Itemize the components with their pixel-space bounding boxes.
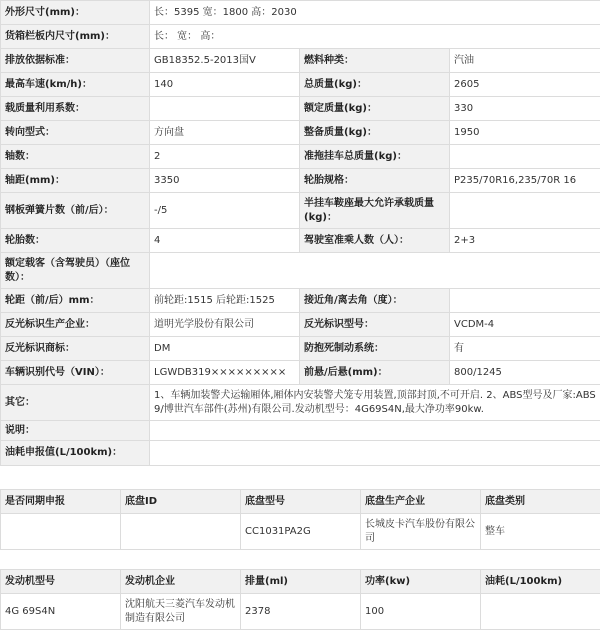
spec-value bbox=[450, 289, 600, 313]
spec-label: 前悬/后悬(mm)： bbox=[300, 361, 450, 385]
spec-row bbox=[1, 97, 600, 121]
spec-value: GB18352.5-2013国Ⅴ bbox=[150, 49, 300, 73]
spec-value: 2605 bbox=[450, 73, 600, 97]
table-cell: CC1031PA2G bbox=[241, 514, 361, 550]
spec-label: 额定质量(kg)： bbox=[300, 97, 450, 121]
spec-label: 载质量利用系数： bbox=[1, 97, 150, 121]
spec-label: 燃料种类： bbox=[300, 49, 450, 73]
table-cell bbox=[121, 514, 241, 550]
spec-label: 反光标识型号： bbox=[300, 313, 450, 337]
spec-label: 轴距(mm)： bbox=[1, 169, 150, 193]
chassis-table bbox=[0, 489, 600, 550]
column-header: 油耗(L/100km) bbox=[481, 570, 600, 594]
column-header: 发动机企业 bbox=[121, 570, 241, 594]
column-header: 功率(kw) bbox=[361, 570, 481, 594]
spec-label: 排放依据标准： bbox=[1, 49, 150, 73]
spec-label: 车辆识别代号（VIN）： bbox=[1, 361, 150, 385]
spec-label: 转向型式： bbox=[1, 121, 150, 145]
spec-row-passenger bbox=[1, 253, 600, 289]
spec-value: 800/1245 bbox=[450, 361, 600, 385]
spec-row bbox=[1, 145, 600, 169]
spec-label: 防抱死制动系统： bbox=[300, 337, 450, 361]
spec-value: 长：5395 宽：1800 高：2030 bbox=[150, 1, 600, 25]
spec-row bbox=[1, 337, 600, 361]
spec-label: 钢板弹簧片数（前/后）： bbox=[1, 193, 150, 229]
spec-value bbox=[150, 441, 600, 466]
spec-row-fuel-report bbox=[1, 441, 600, 466]
spec-value: VCDM-4 bbox=[450, 313, 600, 337]
spec-row bbox=[1, 313, 600, 337]
spec-label: 准拖挂车总质量(kg)： bbox=[300, 145, 450, 169]
spec-value bbox=[450, 193, 600, 229]
spec-value bbox=[450, 145, 600, 169]
spec-value: 4 bbox=[150, 229, 300, 253]
spec-label: 总质量(kg)： bbox=[300, 73, 450, 97]
spec-value: 2 bbox=[150, 145, 300, 169]
spec-label: 额定载客（含驾驶员）（座位数）： bbox=[1, 253, 150, 289]
spec-value bbox=[150, 253, 600, 289]
table-cell: 4G 69S4N bbox=[1, 594, 121, 630]
spec-value: 3350 bbox=[150, 169, 300, 193]
spec-label: 接近角/离去角（度）： bbox=[300, 289, 450, 313]
spec-row bbox=[1, 361, 600, 385]
spec-row bbox=[1, 169, 600, 193]
spec-label: 整备质量(kg)： bbox=[300, 121, 450, 145]
column-header: 底盘生产企业 bbox=[361, 490, 481, 514]
spec-value: 330 bbox=[450, 97, 600, 121]
spec-label: 最高车速(km/h)： bbox=[1, 73, 150, 97]
spec-value: 前轮距:1515 后轮距:1525 bbox=[150, 289, 300, 313]
spec-value: 方向盘 bbox=[150, 121, 300, 145]
spec-label: 驾驶室准乘人数（人）： bbox=[300, 229, 450, 253]
spec-label: 油耗申报值(L/100km)： bbox=[1, 441, 150, 466]
spec-value: 1950 bbox=[450, 121, 600, 145]
table-cell bbox=[481, 594, 600, 630]
spec-value: 1、车辆加装警犬运输厢体,厢体内安装警犬笼专用装置,顶部封顶,不可开启. 2、ABS型号及厂家:ABS9/博世汽车部件(苏州)有限公司.发动机型号：4G69S4N,最大净功率90kw. bbox=[150, 385, 600, 421]
spec-value bbox=[150, 97, 300, 121]
engine-table bbox=[0, 569, 600, 630]
spec-label: 轮胎数： bbox=[1, 229, 150, 253]
spec-value: 道明光学股份有限公司 bbox=[150, 313, 300, 337]
spec-row-notes bbox=[1, 421, 600, 441]
spec-row bbox=[1, 289, 600, 313]
spec-label: 说明： bbox=[1, 421, 150, 441]
spec-label: 半挂车鞍座最大允许承载质量(kg)： bbox=[300, 193, 450, 229]
spec-value: DM bbox=[150, 337, 300, 361]
spec-label: 反光标识商标： bbox=[1, 337, 150, 361]
table-cell: 2378 bbox=[241, 594, 361, 630]
spec-value: 长： 宽： 高： bbox=[150, 25, 600, 49]
column-header: 排量(ml) bbox=[241, 570, 361, 594]
spec-value: P235/70R16,235/70R 16 bbox=[450, 169, 600, 193]
spec-row-cargo-box bbox=[1, 25, 600, 49]
spec-label: 货箱栏板内尺寸(mm)： bbox=[1, 25, 150, 49]
spec-row-other bbox=[1, 385, 600, 421]
table-row bbox=[1, 514, 600, 550]
spec-label: 轮胎规格： bbox=[300, 169, 450, 193]
spec-row bbox=[1, 193, 600, 229]
table-header-row bbox=[1, 570, 600, 594]
spec-label: 轴数： bbox=[1, 145, 150, 169]
column-header: 底盘ID bbox=[121, 490, 241, 514]
column-header: 底盘型号 bbox=[241, 490, 361, 514]
spec-value bbox=[150, 421, 600, 441]
spec-value: -/5 bbox=[150, 193, 300, 229]
column-header: 是否同期申报 bbox=[1, 490, 121, 514]
table-cell: 沈阳航天三菱汽车发动机制造有限公司 bbox=[121, 594, 241, 630]
table-row bbox=[1, 594, 600, 630]
spec-row bbox=[1, 49, 600, 73]
spec-label: 轮距（前/后）mm： bbox=[1, 289, 150, 313]
spec-row bbox=[1, 73, 600, 97]
spec-row bbox=[1, 229, 600, 253]
spec-label: 外形尺寸(mm)： bbox=[1, 1, 150, 25]
spec-value: 汽油 bbox=[450, 49, 600, 73]
column-header: 底盘类别 bbox=[481, 490, 600, 514]
spec-value: 2+3 bbox=[450, 229, 600, 253]
spec-label: 其它： bbox=[1, 385, 150, 421]
spec-value: 140 bbox=[150, 73, 300, 97]
table-cell: 100 bbox=[361, 594, 481, 630]
spec-row-dimensions bbox=[1, 1, 600, 25]
table-cell bbox=[1, 514, 121, 550]
table-cell: 整车 bbox=[481, 514, 600, 550]
spec-label: 反光标识生产企业： bbox=[1, 313, 150, 337]
column-header: 发动机型号 bbox=[1, 570, 121, 594]
table-header-row bbox=[1, 490, 600, 514]
spec-value: LGWDB319××××××××× bbox=[150, 361, 300, 385]
table-cell: 长城皮卡汽车股份有限公司 bbox=[361, 514, 481, 550]
spec-row bbox=[1, 121, 600, 145]
spec-value: 有 bbox=[450, 337, 600, 361]
